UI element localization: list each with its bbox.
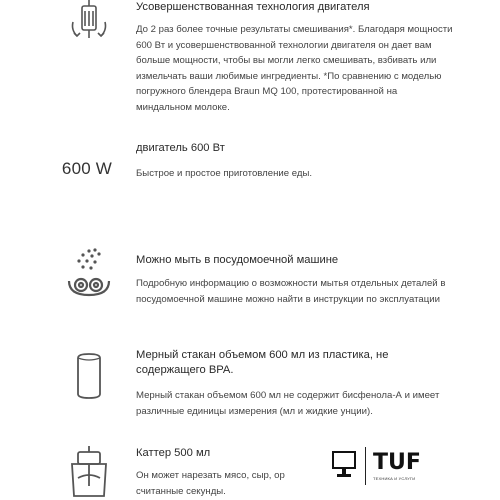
power-600w-icon [56,159,118,179]
measuring-cup-icon [58,352,120,400]
chopper-icon [58,446,120,500]
watt-label: 600 W [61,159,113,178]
motor-icon [58,0,120,44]
feature-description: Быстрое и простое приготовление еды. [136,168,313,179]
feature-description: Подробную информацию о возможности мытья отдельных деталей в посудомоечной машине можно найти в инструкции по эксплуатации [136,278,446,305]
dishwasher-icon [58,247,120,301]
feature-title: двигатель 600 Вт [136,142,225,154]
feature-title: Каттер 500 мл [136,447,211,459]
feature-description: До 2 раз более точные результаты смешивания*. Благодаря мощности 600 Вт и усовершенствованной технологии двигателя он дает вам больше мощности, чтобы вы могли легко смешивать, взбивать или измельчать ваши любимые ингредиенты. *По сравнению с моделью погружного блендера Braun MQ 100, протестированной на миндальном молоке. [136,24,453,113]
watermark-brand: TUF [373,449,421,475]
feature-description-line1: Он может нарезать мясо, сыр, ор [136,470,285,481]
feature-title: Усовершенствованная технология двигателя [136,1,370,13]
watermark-divider [365,447,366,485]
tuf-watermark [328,437,493,495]
watermark-tagline: ТЕХНИКА И УСЛУГИ [373,475,416,481]
feature-description: Мерный стакан объемом 600 мл не содержит бисфенола-А и имеет различные единицы измерения (мл и жидкие унции). [136,390,440,417]
feature-title: Мерный стакан объемом 600 мл из пластика, не содержащего BPA. [136,349,389,376]
monitor-icon [330,449,358,484]
feature-title: Можно мыть в посудомоечной машине [136,254,339,266]
feature-description-line2: считанные секунды. [136,485,226,497]
